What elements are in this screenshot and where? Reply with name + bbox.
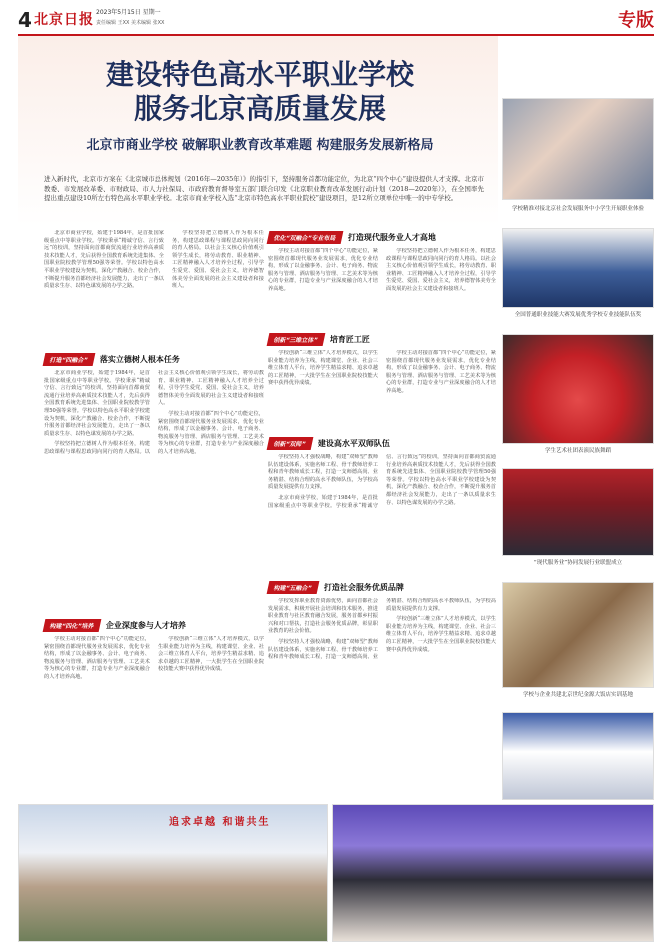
body-paragraph: 北京市商业学校，始建于1984年，是首批国家级重点中等职业学校。学校秉承“精诚守信、言行致远”的校训，坚持面向首都商贸流通行业培养高素质技术技能人才，先后获得全国教育系统先进集体、全国职业院校教学管理50强等荣誉。学校以特色高水平职业学校建设为契机，深化产教融合、校企合作，不断提升服务首都经济社会发展能力，走出了一条以质量求生存、以特色谋发展的办学之路。 — [44, 230, 164, 290]
photo-dance — [502, 334, 654, 444]
section-header-4 — [268, 332, 370, 346]
body-paragraph: 学校坚持把立德树人作为根本任务，构建思政课程与课程思政同向同行的育人格局。以社会主义核心价值观引领学生成长，将劳动教育、职业精神、工匠精神融入人才培养全过程，引导学生爱党、爱国、爱社会主义，培养德智体美劳全面发展的社会主义建设者和接班人。 — [172, 230, 264, 290]
body-col-8 — [268, 598, 496, 798]
issue-date: 2023年5月15日 星期一 — [96, 9, 161, 16]
body-paragraph: 北京市商业学校，始建于1984年，是首批国家级重点中等职业学校。学校秉承“精诚守信、言行致远”的校训，坚持面向首都商贸流通行业培养高素质技术技能人才，先后获得全国教育系统先进集体、全国职业院校教学管理50强等荣誉。学校以特色高水平职业学校建设为契机，深化产教融合、校企合作，不断提升服务首都经济社会发展能力，走出了一条以质量求生存、以特色谋发展的办学之路。 — [44, 370, 150, 437]
section-tag: 创新“双师” — [267, 437, 314, 450]
caption-1: 学校精准对接北京社会发展服务中小学生开展职业体验 — [511, 206, 644, 212]
section-header-3 — [268, 230, 436, 244]
body-col-3 — [44, 370, 264, 610]
body-paragraph: 学校坚持把立德树人作为根本任务，构建思政课程与课程思政同向同行的育人格局。以社会主义核心价值观引领学生成长，将劳动教育、职业精神、工匠精神融入人才培养全过程，引导学生爱党、爱国、爱社会主义，培养德智体美劳全面发展的社会主义建设者和接班人。 — [44, 370, 264, 455]
section-tag: 构建“五融合” — [267, 581, 320, 594]
body-paragraph: 北京市商业学校，始建于1984年，是首批国家级重点中等职业学校。学校秉承“精诚守信、言行致远”的校训，坚持面向首都商贸流通行业培养高素质技术技能人才，先后获得全国教育系统先进集体、全国职业院校教学管理50强等荣誉。学校以特色高水平职业学校建设为契机，深化产教融合、校企合作，不断提升服务首都经济社会发展能力，走出了一条以质量求生存、以特色谋发展的办学之路。 — [268, 454, 496, 509]
newspaper-logo: 北京日报 — [34, 12, 94, 28]
body-col-4 — [44, 636, 264, 796]
body-paragraph: 学校坚持把立德树人作为根本任务，构建思政课程与课程思政同向同行的育人格局。以社会主义核心价值观引领学生成长，将劳动教育、职业精神、工匠精神融入人才培养全过程，引导学生爱党、爱国、爱社会主义，培养德智体美劳全面发展的社会主义建设者和接班人。 — [386, 248, 496, 292]
body-paragraph: 学校主动对接首都“四个中心”功能定位，紧密围绕首都现代服务业发展需求，优化专业结构，形成了以金融事务、会计、电子商务、物流服务与管理、酒店服务与管理、工艺美术等为核心的专业群，打造专业与产业深度融合的人才培养高地。 — [268, 248, 378, 292]
lead-paragraph: 进入新时代，北京市方案在《北京城市总体规划（2016年—2035年）》的指引下，坚持服务首都功能定位，为北京“四个中心”建设提供人才支撑。北京市教委、市发展改革委、市财政局、市人力社保局、市政府教育督导室五部门联合印发《北京职业教育改革发展行动计划（2018—2020年）》，在全国率先提出重点建设10所左右特色高水平职业学校。北京市商业学校入选“北京市特色高水平职业院校”建设项目，是12所立项单位中唯一的中专学校。 — [44, 175, 484, 202]
body-paragraph: 学校主动对接首都“四个中心”功能定位，紧密围绕首都现代服务业发展需求，优化专业结构，形成了以金融事务、会计、电子商务、物流服务与管理、酒店服务与管理、工艺美术等为核心的专业群，打造专业与产业深度融合的人才培养高地。 — [44, 636, 150, 680]
body-col-7 — [268, 454, 496, 574]
page-header — [0, 0, 672, 36]
section-title: 打造社会服务优质品牌 — [323, 582, 404, 592]
body-col-2 — [172, 230, 264, 350]
subtitle: 北京市商业学校 破解职业教育改革难题 构建服务发展新格局 — [86, 138, 434, 153]
section-title: 落实立德树人根本任务 — [99, 354, 180, 364]
body-paragraph: 学校坚持人才强校战略，构建“双师型”教师队伍建设体系，实施名师工程、骨干教师培养工程和青年教师成长工程，打造一支师德高尚、业务精湛、结构合理的高水平教师队伍，为学校高质量发展提供有力支撑。 — [268, 454, 378, 491]
page-number: 4 — [18, 8, 32, 32]
section-header-5 — [268, 436, 390, 450]
body-col-1 — [44, 230, 164, 350]
photo-experts — [502, 712, 654, 800]
caption-3: 学生艺术社团表演民族舞蹈 — [544, 448, 611, 454]
photo-team — [502, 228, 654, 308]
section-header-6 — [268, 580, 404, 594]
photo-group — [332, 804, 654, 942]
section-title: 企业深度参与人才培养 — [105, 620, 186, 630]
body-paragraph: 学校创新“三维立体”人才培养模式，以学生职业能力培养为主线，构建课堂、企业、社会三维立体育人平台，培养学生精益求精、追求卓越的工匠精神，一大批学生在全国职业院校技能大赛中获得优异成绩。 — [158, 636, 264, 673]
section-title: 打造现代服务业人才高地 — [347, 232, 436, 242]
body-col-5 — [268, 248, 496, 328]
editor-line: 责任编辑 王XX 美术编辑 张XX — [96, 20, 165, 26]
photo-students — [502, 98, 654, 200]
section-label: 专版 — [618, 10, 654, 31]
body-paragraph: 学校创新“三维立体”人才培养模式，以学生职业能力培养为主线，构建课堂、企业、社会三维立体育人平台，培养学生精益求精、追求卓越的工匠精神，一大批学生在全国职业院校技能大赛中获得优异成绩。 — [386, 616, 496, 653]
caption-2: 全国普通职业技能大赛发展优秀学校专业技能队伍奖 — [514, 312, 642, 318]
body-col-6 — [268, 350, 496, 430]
headline — [30, 58, 490, 126]
body-paragraph: 学校主动对接首都“四个中心”功能定位，紧密围绕首都现代服务业发展需求，优化专业结构，形成了以金融事务、会计、电子商务、物流服务与管理、酒店服务与管理、工艺美术等为核心的专业群，打造专业与产业深度融合的人才培养高地。 — [386, 350, 496, 394]
body-paragraph: 学校主动对接首都“四个中心”功能定位，紧密围绕首都现代服务业发展需求，优化专业结构，形成了以金融事务、会计、电子商务、物流服务与管理、酒店服务与管理、工艺美术等为核心的专业群，打造专业与产业深度融合的人才培养高地。 — [158, 410, 264, 455]
body-paragraph: 学校坚持人才强校战略，构建“双师型”教师队伍建设体系，实施名师工程、骨干教师培养工程和青年教师成长工程，打造一支师德高尚、业务精湛、结构合理的高水平教师队伍，为学校高质量发展提供有力支撑。 — [268, 598, 496, 661]
section-tag: 优化“双融合”专业布局 — [267, 231, 344, 244]
section-tag: 创新“三维立体” — [267, 333, 326, 346]
campus-banner: 追求卓越 和谐共生 — [169, 817, 271, 828]
headline-line2: 服务北京高质量发展 — [133, 92, 386, 125]
section-tag: 构建“四化”培养 — [43, 619, 102, 632]
section-header-2 — [44, 618, 186, 632]
headline-line1: 建设特色高水平职业学校 — [105, 58, 414, 91]
photo-alliance — [502, 468, 654, 556]
photo-hotel — [502, 582, 654, 688]
photo-campus — [18, 804, 328, 942]
body-paragraph: 学校发挥职业教育资源优势，面向首都社会发展需求，积极开展社会培训和技术服务，推进职业教育与社区教育融合发展，服务首都乡村振兴和对口帮扶，打造社会服务优质品牌，彰显职业教育的社会价值。 — [268, 598, 378, 635]
caption-4: “现代服务业”协同发展行业联盟成立 — [533, 560, 623, 566]
section-tag: 打造“四融合” — [43, 353, 96, 366]
section-header-1 — [44, 352, 180, 366]
section-title: 培育匠工匠 — [329, 334, 370, 344]
body-paragraph: 学校创新“三维立体”人才培养模式，以学生职业能力培养为主线，构建课堂、企业、社会三维立体育人平台，培养学生精益求精、追求卓越的工匠精神，一大批学生在全国职业院校技能大赛中获得优异成绩。 — [268, 350, 378, 387]
section-title: 建设高水平双师队伍 — [317, 438, 390, 448]
caption-5: 学校与企业共建北京世纪金源大饭店实训基地 — [522, 692, 633, 698]
